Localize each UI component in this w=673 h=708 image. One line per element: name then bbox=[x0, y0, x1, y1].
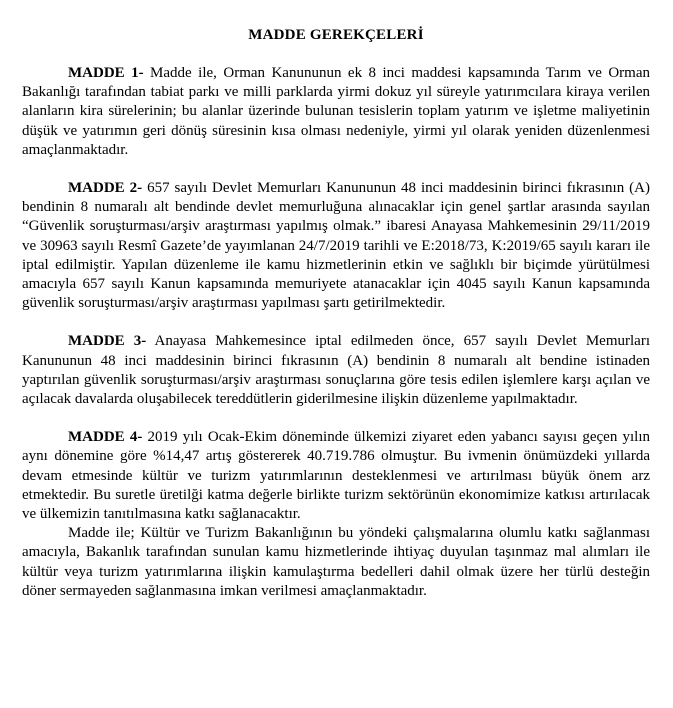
article-2 bbox=[22, 179, 650, 313]
document-title: MADDE GEREKÇELERİ bbox=[248, 27, 424, 43]
article-3 bbox=[22, 332, 650, 409]
article-3-text: Anayasa Mahkemesince iptal edilmeden önce, 657 sayılı Devlet Memurları Kanununun 48 inci maddesinin birinci fıkrasının (A) bendinin 8 numaralı alt bendine istinaden yaptırılan güvenlik soruşturması/arşiv araştırması sonuçlarına göre tesis edilen işlemlere karşı açılan ve açılacak davalarda oluşabilecek tereddütlerin giderilmesine ilişkin düzenleme yapılmaktadır. bbox=[22, 333, 650, 408]
article-4-text: 2019 yılı Ocak-Ekim döneminde ülkemizi ziyaret eden yabancı sayısı geçen yılın aynı dönemine göre %14,47 artış göstererek 40.719.786 olmuştur. Bu ivmenin önümüzdeki yıllarda devam etmesinde kültür ve turizm yatırımlarının desteklenmesi ve artırılması büyük önem arz etmektedir. Bu suretle üretilği katma değerle birlikte turizm sektörünün ekonomimize katkısı artırılacak ve ülkemizin tanıtılmasına katkı sağlanacaktır. bbox=[22, 429, 651, 523]
article-2-paragraph-1 bbox=[22, 179, 650, 313]
article-4-label: MADDE 4- bbox=[68, 429, 143, 446]
article-4 bbox=[22, 428, 650, 601]
article-3-label: MADDE 3- bbox=[68, 333, 147, 350]
article-1-paragraph-1 bbox=[22, 64, 650, 160]
document-page bbox=[22, 26, 650, 620]
article-4-paragraph-2: Madde ile; Kültür ve Turizm Bakanlığının bu yöndeki çalışmalarına olumlu katkı sağlanması amacıyla, Bakanlık tarafından sunulan kamu hizmetlerinde ihtiyaç duyulan taşınmaz mal alımları ile kültür veya turizm yatırımlarına ilişkin kamulaştırma bedelleri dahil olmak üzere her türlü desteğin döner sermayeden sağlanmasına imkan verilmesi amaçlanmaktadır. bbox=[22, 525, 650, 599]
article-1 bbox=[22, 64, 650, 160]
article-3-paragraph-1 bbox=[22, 332, 650, 409]
article-2-label: MADDE 2- bbox=[68, 180, 143, 197]
article-1-text: Madde ile, Orman Kanununun ek 8 inci maddesi kapsamında Tarım ve Orman Bakanlığı tarafından tabiat parkı ve milli parklarda yirmi dokuz yıl süreyle yatırımcılara kiraya verilen alanların kira sürelerinin; bu alanlar üzerinde bulunan tesislerin toplam yatırım ve işletme maliyetinin düşük ve yatırımın geri dönüş süresinin kısa olması nedeniyle, yirmi yıl olarak yeniden düzenlenmesi amaçlanmaktadır. bbox=[22, 65, 650, 158]
article-2-text: 657 sayılı Devlet Memurları Kanununun 48 inci maddesinin birinci fıkrasının (A) bendinin 8 numaralı alt bendinde devlet memurluğuna alınacaklar için genel şartlar arasında sayılan “Güvenlik soruşturması/arşiv araştırması yapılmış olmak.” ibaresi Anayasa Mahkemesinin 29/11/2019 ve 30963 sayılı Resmî Gazete’de yayımlanan 24/7/2019 tarihli ve E:2018/73, K:2019/65 sayılı kararı ile iptal edilmiştir. Yapılan düzenleme ile kamu hizmetlerinin etkin ve sağlıklı bir biçimde yürütülmesi amacıyla 657 sayılı Kanun kapsamında memuriyete atanacaklar için 4045 sayılı Kanun kapsamında güvenlik soruşturması/arşiv araştırması yapılması şartı getirilmektedir. bbox=[22, 180, 650, 312]
article-4-paragraph-1 bbox=[22, 428, 650, 524]
article-1-label: MADDE 1- bbox=[68, 65, 144, 81]
